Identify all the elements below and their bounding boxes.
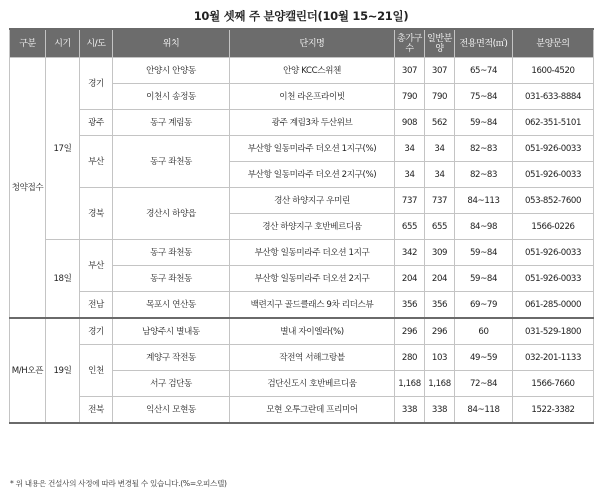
contact-cell: 032-201-1133 (513, 345, 594, 371)
header-total-units: 총가구수 (395, 29, 425, 58)
area-cell: 84~118 (455, 397, 513, 424)
header-general-units: 일반분양 (425, 29, 455, 58)
area-cell: 59~84 (455, 240, 513, 266)
complex-cell: 작전역 서해그랑블 (230, 345, 395, 371)
location-cell: 동구 좌천동 (113, 136, 230, 188)
general-cell: 34 (425, 136, 455, 162)
general-cell: 338 (425, 397, 455, 424)
location-cell: 경산시 하양읍 (113, 188, 230, 240)
contact-cell: 1522-3382 (513, 397, 594, 424)
contact-cell: 051-926-0033 (513, 162, 594, 188)
location-cell: 남양주시 별내동 (113, 318, 230, 345)
header-province: 시/도 (80, 29, 113, 58)
general-cell: 356 (425, 292, 455, 319)
province-busan: 부산 (80, 136, 113, 188)
general-cell: 296 (425, 318, 455, 345)
table-row (10, 136, 594, 162)
total-cell: 280 (395, 345, 425, 371)
total-cell: 1,168 (395, 371, 425, 397)
total-cell: 204 (395, 266, 425, 292)
contact-cell: 1566-7660 (513, 371, 594, 397)
total-cell: 356 (395, 292, 425, 319)
general-cell: 309 (425, 240, 455, 266)
general-cell: 103 (425, 345, 455, 371)
footnote: * 위 내용은 건설사의 사정에 따라 변경될 수 있습니다.(%=오피스텔) (10, 479, 227, 488)
schedule-table (9, 28, 594, 424)
header-row (10, 29, 594, 58)
province-busan: 부산 (80, 240, 113, 292)
area-cell: 49~59 (455, 345, 513, 371)
contact-cell: 062-351-5101 (513, 110, 594, 136)
period-18: 18일 (46, 240, 80, 319)
table-row (10, 318, 594, 345)
complex-cell: 부산항 일동미라주 더오션 2지구(%) (230, 162, 395, 188)
general-cell: 790 (425, 84, 455, 110)
location-cell: 서구 검단동 (113, 371, 230, 397)
header-location: 위치 (113, 29, 230, 58)
complex-cell: 이천 라온프라이빗 (230, 84, 395, 110)
province-incheon: 인천 (80, 345, 113, 397)
table-row (10, 345, 594, 371)
general-cell: 655 (425, 214, 455, 240)
general-cell: 562 (425, 110, 455, 136)
group-mh-open: M/H오픈 (10, 318, 46, 423)
province-jeonnam: 전남 (80, 292, 113, 319)
location-cell: 동구 계림동 (113, 110, 230, 136)
complex-cell: 백련지구 골드클래스 9차 리더스뷰 (230, 292, 395, 319)
complex-cell: 경산 하양지구 우미린 (230, 188, 395, 214)
general-cell: 1,168 (425, 371, 455, 397)
total-cell: 34 (395, 162, 425, 188)
area-cell: 75~84 (455, 84, 513, 110)
group-subscription: 청약접수 (10, 58, 46, 319)
complex-cell: 경산 하양지구 호반베르디움 (230, 214, 395, 240)
total-cell: 908 (395, 110, 425, 136)
province-gyeongbuk: 경북 (80, 188, 113, 240)
general-cell: 204 (425, 266, 455, 292)
table-row (10, 292, 594, 319)
total-cell: 790 (395, 84, 425, 110)
general-cell: 307 (425, 58, 455, 84)
period-17: 17일 (46, 58, 80, 240)
location-cell: 동구 좌천동 (113, 240, 230, 266)
table-row (10, 240, 594, 266)
area-cell: 60 (455, 318, 513, 345)
contact-cell: 031-633-8884 (513, 84, 594, 110)
province-gwangju: 광주 (80, 110, 113, 136)
header-period: 시기 (46, 29, 80, 58)
province-gyeonggi: 경기 (80, 58, 113, 110)
province-gyeonggi: 경기 (80, 318, 113, 345)
total-cell: 338 (395, 397, 425, 424)
complex-cell: 모현 오투그란데 프리미어 (230, 397, 395, 424)
header-contact: 분양문의 (513, 29, 594, 58)
contact-cell: 051-926-0033 (513, 240, 594, 266)
total-cell: 34 (395, 136, 425, 162)
location-cell: 이천시 송정동 (113, 84, 230, 110)
total-cell: 655 (395, 214, 425, 240)
general-cell: 34 (425, 162, 455, 188)
general-cell: 737 (425, 188, 455, 214)
contact-cell: 031-529-1800 (513, 318, 594, 345)
complex-cell: 부산항 일동미라주 더오션 1지구(%) (230, 136, 395, 162)
area-cell: 59~84 (455, 266, 513, 292)
complex-cell: 별내 자이엘라(%) (230, 318, 395, 345)
header-category: 구분 (10, 29, 46, 58)
area-cell: 72~84 (455, 371, 513, 397)
location-cell: 동구 좌천동 (113, 266, 230, 292)
location-cell: 계양구 작전동 (113, 345, 230, 371)
table-row (10, 188, 594, 214)
contact-cell: 051-926-0033 (513, 136, 594, 162)
location-cell: 안양시 안양동 (113, 58, 230, 84)
contact-cell: 053-852-7600 (513, 188, 594, 214)
area-cell: 84~113 (455, 188, 513, 214)
contact-cell: 1600-4520 (513, 58, 594, 84)
area-cell: 59~84 (455, 110, 513, 136)
complex-cell: 부산항 일동미라주 더오션 1지구 (230, 240, 395, 266)
page-title: 10월 셋째 주 분양캘린더(10월 15~21일) (193, 9, 409, 23)
area-cell: 69~79 (455, 292, 513, 319)
complex-cell: 검단신도시 호반베르디움 (230, 371, 395, 397)
complex-cell: 부산항 일동미라주 더오션 2지구 (230, 266, 395, 292)
total-cell: 307 (395, 58, 425, 84)
area-cell: 65~74 (455, 58, 513, 84)
location-cell: 목포시 연산동 (113, 292, 230, 319)
table-row (10, 397, 594, 424)
period-19: 19일 (46, 318, 80, 423)
complex-cell: 광주 계림3차 두산위브 (230, 110, 395, 136)
location-cell: 익산시 모현동 (113, 397, 230, 424)
contact-cell: 051-926-0033 (513, 266, 594, 292)
table-row (10, 58, 594, 84)
area-cell: 82~83 (455, 162, 513, 188)
total-cell: 737 (395, 188, 425, 214)
complex-cell: 안양 KCC스위첸 (230, 58, 395, 84)
header-area: 전용면적(㎡) (455, 29, 513, 58)
contact-cell: 1566-0226 (513, 214, 594, 240)
total-cell: 342 (395, 240, 425, 266)
province-jeonbuk: 전북 (80, 397, 113, 424)
header-complex: 단지명 (230, 29, 395, 58)
table-row (10, 110, 594, 136)
contact-cell: 061-285-0000 (513, 292, 594, 319)
area-cell: 84~98 (455, 214, 513, 240)
total-cell: 296 (395, 318, 425, 345)
area-cell: 82~83 (455, 136, 513, 162)
